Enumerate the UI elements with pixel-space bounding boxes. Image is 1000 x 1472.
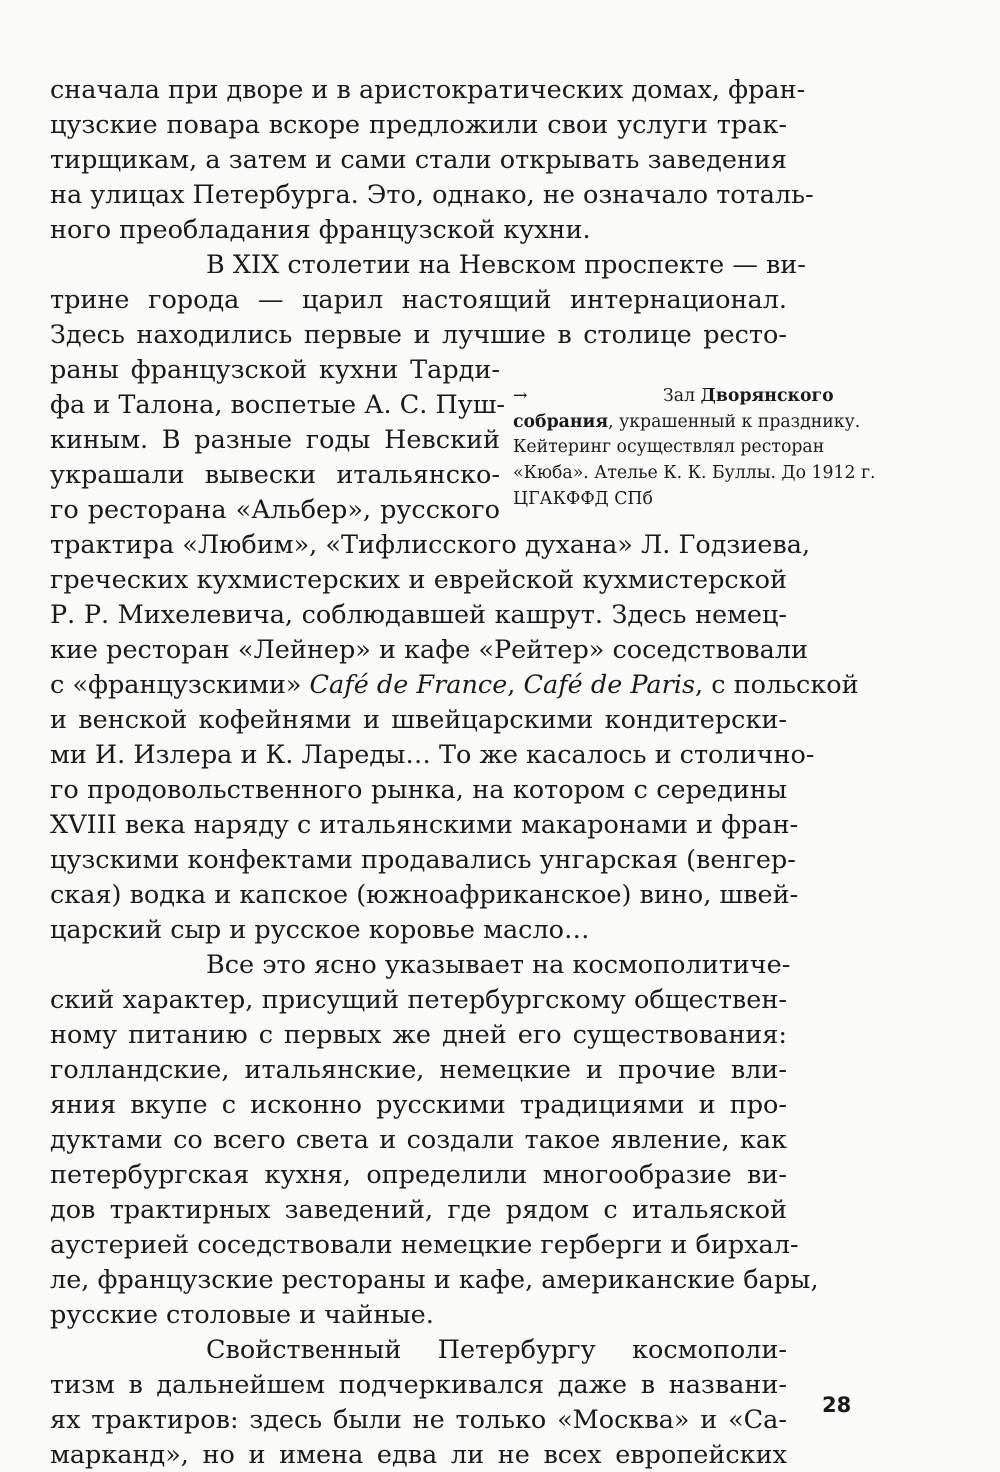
caption-line2-rest: , украшенный к празднику. (608, 411, 861, 432)
caption-prefix: Зал (663, 386, 701, 406)
text-line: ному питанию с первых же дней его существования: (50, 1020, 787, 1050)
text-line: и венской кофейнями и швейцарскими кондитерски- (50, 705, 787, 735)
caption-bold-2: собрания (513, 411, 609, 432)
page-number: 28 (822, 1393, 852, 1417)
text-line: фа и Талона, воспетые А. С. Пуш- (50, 390, 506, 420)
text-line: Р. Р. Михелевича, соблюдавшей кашрут. Здесь немец- (50, 600, 787, 630)
text-line: ного преобладания французской кухни. (50, 215, 591, 245)
text-line: ях трактиров: здесь были не только «Москва» и «Са- (50, 1405, 787, 1435)
caption-line: ЦГАКФФД СПб (513, 488, 653, 509)
text-line: трине города — царил настоящий интернационал. (50, 285, 787, 315)
text-line: ми И. Излера и К. Лареды… То же касалось и столично- (50, 740, 815, 770)
text-line: украшали вывески итальянско- (50, 460, 500, 490)
caption-line (513, 410, 933, 436)
text-line: греческих кухмистерских и еврейской кухмистерской (50, 565, 787, 595)
text-line: В XIX столетии на Невском проспекте — ви- (206, 250, 806, 280)
text-line: ский характер, присущий петербургскому обществен- (50, 985, 787, 1015)
text-line: трактира «Любим», «Тифлисского духана» Л. Годзиева, (50, 530, 811, 560)
text-line: XVIII века наряду с итальянскими макаронами и фран- (50, 810, 799, 840)
text-line: киным. В разные годы Невский (50, 425, 500, 455)
text-line: дов трактирных заведений, где рядом с итальяской (50, 1195, 787, 1225)
text-line: марканд», но и имена едва ли не всех европейских (50, 1440, 787, 1470)
text-line: тизм в дальнейшем подчеркивался даже в названи- (50, 1370, 787, 1400)
text-line: Все это ясно указывает на космополитиче- (206, 950, 791, 980)
text-line: го продовольственного рынка, на котором с середины (50, 775, 787, 805)
text-line: русские столовые и чайные. (50, 1300, 434, 1330)
text-line: ская) водка и капское (южноафриканское) вино, швей- (50, 880, 799, 910)
text-line: петербургская кухня, определили многообразие ви- (50, 1160, 787, 1190)
caption-line: «Кюба». Ателье К. К. Буллы. До 1912 г. (513, 463, 876, 484)
image-caption (513, 384, 933, 512)
text-line: царский сыр и русское коровье масло… (50, 915, 590, 945)
italic-phrase: Café de France (309, 670, 508, 700)
text-line: цузские повара вскоре предложили свои услуги трак- (50, 110, 787, 140)
text-line: ле, французские рестораны и кафе, американские бары, (50, 1265, 819, 1295)
text-line: раны французской кухни Тарди- (50, 355, 500, 385)
text-line: кие ресторан «Лейнер» и кафе «Рейтер» соседствовали (50, 635, 809, 665)
text-line: го ресторана «Альбер», русского (50, 495, 500, 525)
text-line: голландские, итальянские, немецкие и прочие вли- (50, 1055, 787, 1085)
text-line: цузскими конфектами продавались унгарская (венгер- (50, 845, 796, 875)
caption-bold-1: Дворянского (700, 386, 834, 406)
italic-phrase: Café de Paris (523, 670, 696, 700)
text-line: Здесь находились первые и лучшие в столице ресто- (50, 320, 787, 350)
text-line: дуктами со всего света и создали такое явление, как (50, 1125, 787, 1155)
arrow-right-icon: → (513, 386, 528, 406)
text-line: яния вкупе с исконно русскими традициями и про- (50, 1090, 787, 1120)
caption-title (663, 384, 834, 410)
text-line: сначала при дворе и в аристократических домах, фран- (50, 75, 806, 105)
caption-line (513, 384, 933, 410)
text-line: Свойственный Петербургу космополи- (206, 1335, 787, 1365)
text-line: тирщикам, а затем и сами стали открывать заведения (50, 145, 787, 175)
text-line: аустерией соседствовали немецкие герберги и бирхал- (50, 1230, 799, 1260)
text-line: с «французскими» Café de France, Café de Paris, с польской (50, 670, 859, 700)
text-line: на улицах Петербурга. Это, однако, не означало тоталь- (50, 180, 814, 210)
caption-line: Кейтеринг осуществлял ресторан (513, 437, 825, 458)
